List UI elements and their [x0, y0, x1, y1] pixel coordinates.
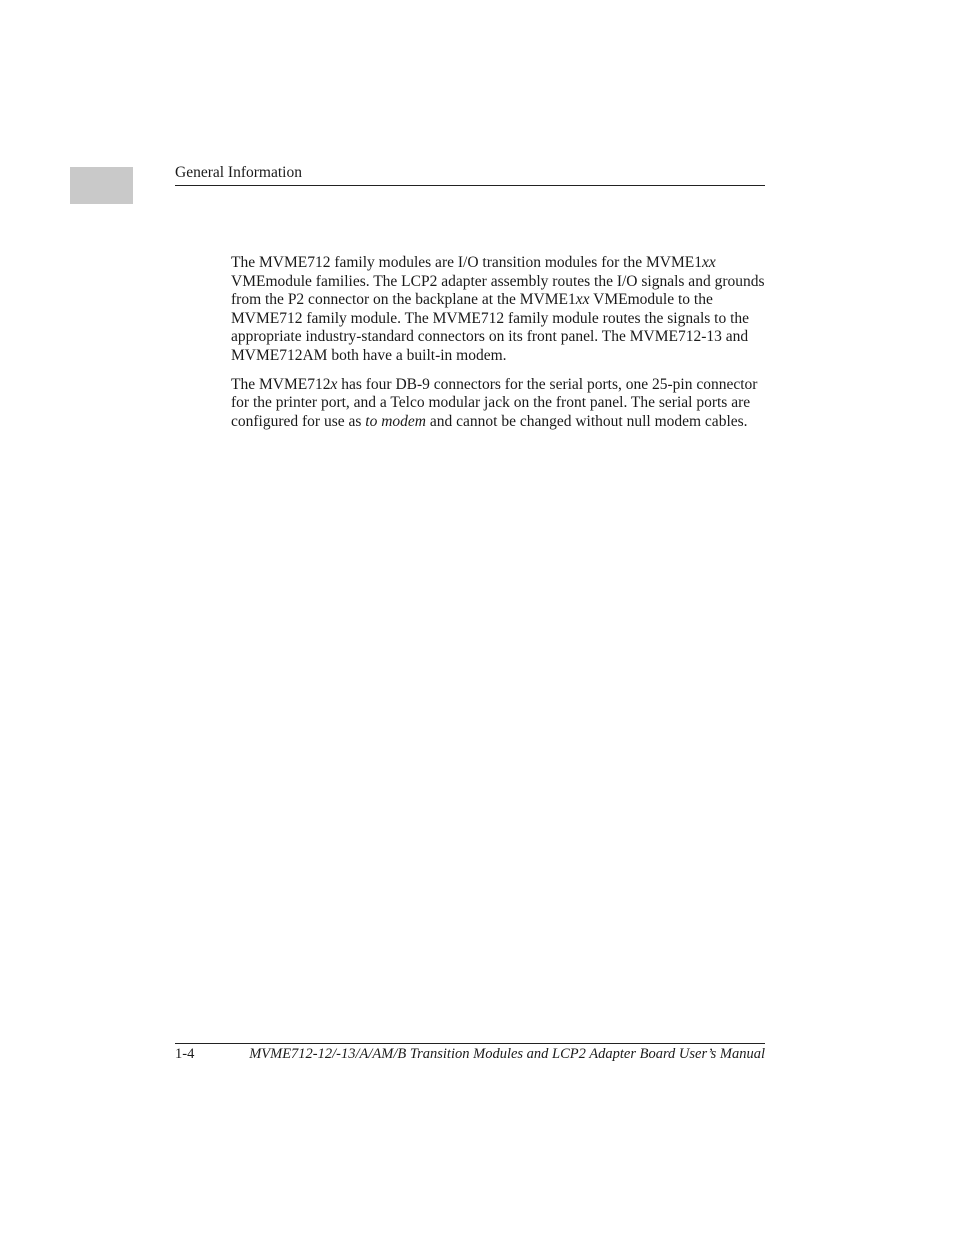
chapter-side-tab [70, 167, 133, 204]
paragraph-1-part-3: VMEmodule to the MVME712 family module. The MVME712 family module routes the signals to the appropriate industry-standard connectors on its front panel. The MVME712-13 and MVME712AM both have a built-in modem. [231, 291, 750, 364]
manual-title: MVME712-12/-13/A/AM/B Transition Modules and LCP2 Adapter Board User’s Manual [249, 1046, 765, 1062]
paragraph-1-part-1: The MVME712 family modules are I/O transition modules for the MVME1 [231, 254, 702, 271]
paragraph-1 [231, 254, 765, 366]
running-header-title: General Information [175, 164, 302, 181]
paragraph-1-part-2: VMEmodule families. The LCP2 adapter assembly routes the I/O signals and grounds from the P2 connector on the backplane at the MVME1 [231, 272, 765, 309]
paragraph-2-italic-2: to modem [365, 412, 426, 430]
paragraph-2-italic-1: x [330, 375, 338, 393]
paragraph-1-italic-1: xx [701, 254, 716, 271]
page-number: 1-4 [175, 1046, 195, 1062]
body-text [231, 254, 765, 441]
paragraph-2 [231, 376, 765, 432]
header-rule [175, 185, 765, 186]
paragraph-2-part-1: The MVME712 [231, 375, 331, 393]
paragraph-1-italic-2: xx [575, 291, 590, 309]
paragraph-2-part-3: and cannot be changed without null modem cables. [426, 412, 748, 430]
paragraph-2-part-2: has four DB-9 connectors for the serial ports, one 25-pin connector for the printer port, and a Telco modular jack on the front panel. The serial ports are configured for use as [231, 375, 758, 430]
